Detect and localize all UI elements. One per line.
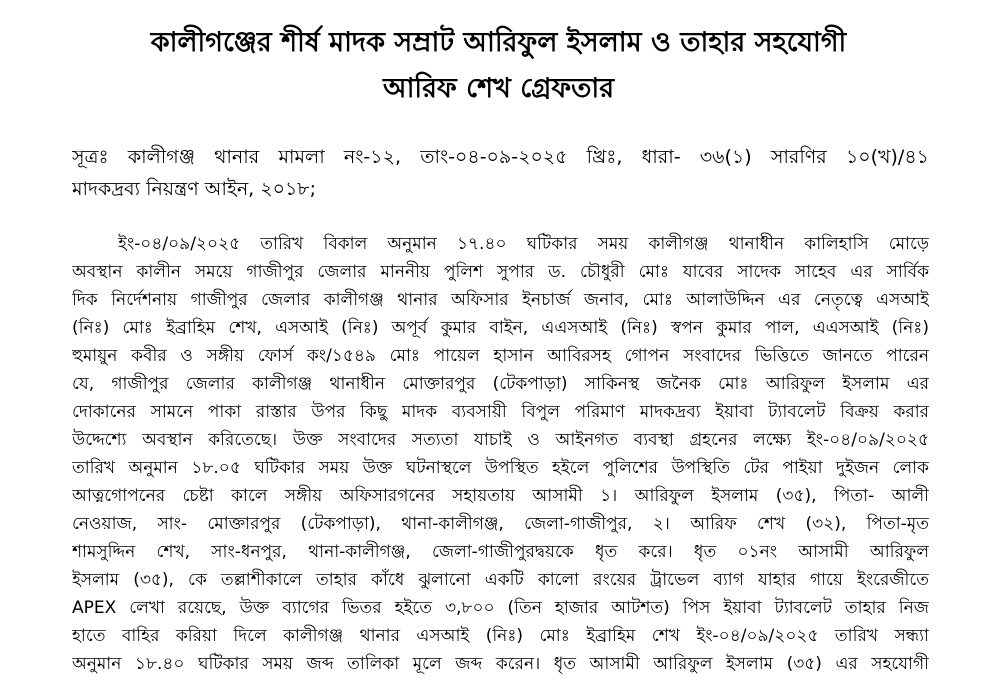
document-title-line-1: কালীগঞ্জের শীর্ষ মাদক সম্রাট আরিফুল ইসলাম ও তাহার সহযোগী xyxy=(150,27,847,58)
body-line: দোকানের সামনে পাকা রাস্তার উপর কিছু মাদক ব্যবসায়ী বিপুল পরিমাণ মাদকদ্রব্য ইয়াবা ট্যাবলেট বিক্রয় করার xyxy=(72,402,929,422)
body-line: APEX লেখা রয়েছে, উক্ত ব্যাগের ভিতর হইতে ৩,৮০০ (তিন হাজার আটশত) পিস ইয়াবা ট্যাবলেট তাহার নিজ xyxy=(72,598,929,618)
body-line: উদ্দেশ্যে অবস্থান করিতেছে। উক্ত সংবাদের সত্যতা যাচাই ও আইনগত ব্যবস্থা গ্রহনের লক্ষ্যে ইং-০৪/০৯/২০২৫ xyxy=(72,430,929,450)
body-line: হুমায়ুন কবীর ও সঙ্গীয় ফোর্স কং/১৫৪৯ মোঃ পায়েল হাসান আবিরসহ গোপন সংবাদের ভিত্তিতে জানতে পারেন xyxy=(72,346,929,366)
body-line: ইং-০৪/০৯/২০২৫ তারিখ বিকাল অনুমান ১৭.৪০ ঘটিকার সময় কালীগঞ্জ থানাধীন কালিহাসি মোড়ে xyxy=(118,234,929,254)
body-line: শামসুদ্দিন শেখ, সাং-ধনপুর, থানা-কালীগঞ্জ, জেলা-গাজীপুরদ্বয়কে ধৃত করে। ধৃত ০১নং আসামী আরিফুল xyxy=(72,542,929,562)
body-line: অবস্থান কালীন সময়ে গাজীপুর জেলার মাননীয় পুলিশ সুপার ড. চৌধুরী মোঃ যাবের সাদেক সাহেব এর সার্বিক xyxy=(72,262,929,282)
body-line: নেওয়াজ, সাং- মোক্তারপুর (টেকপাড়া), থানা-কালীগঞ্জ, জেলা-গাজীপুর, ২। আরিফ শেখ (৩২), পিতা-মৃত xyxy=(72,514,929,534)
body-line: তারিখ অনুমান ১৮.০৫ ঘটিকার সময় উক্ত ঘটনাস্থলে উপস্থিত হইলে পুলিশের উপস্থিতি টের পাইয়া দুইজন লোক xyxy=(72,458,929,478)
body-line: দিক নির্দেশনায় গাজীপুর জেলার কালীগঞ্জ থানার অফিসার ইনচার্জ জনাব, মোঃ আলাউদ্দিন এর নেতৃত্বে এসআই xyxy=(72,290,929,310)
body-line: হাতে বাহির করিয়া দিলে কালীগঞ্জ থানার এসআই (নিঃ) মোঃ ইব্রাহিম শেখ ইং-০৪/০৯/২০২৫ তারিখ সন্ধ্যা xyxy=(72,626,929,646)
body-line: আত্নগোপনের চেষ্টা কালে সঙ্গীয় অফিসারগনের সহায়তায় আসামী ১। আরিফুল ইসলাম (৩৫), পিতা- আলী xyxy=(72,486,929,506)
body-line: অনুমান ১৮.৪০ ঘটিকার সময় জব্দ তালিকা মূলে জব্দ করেন। ধৃত আসামী আরিফুল ইসলাম (৩৫) এর সহযোগী xyxy=(72,654,929,674)
body-line: (নিঃ) মোঃ ইব্রাহিম শেখ, এসআই (নিঃ) অপূর্ব কুমার বাইন, এএসআই (নিঃ) স্বপন কুমার পাল, এএসআই (নিঃ) xyxy=(72,318,929,338)
source-line-1: সূত্রঃ কালীগঞ্জ থানার মামলা নং-১২, তাং-০৪-০৯-২০২৫ খ্রিঃ, ধারা- ৩৬(১) সারণির ১০(খ)/৪১ xyxy=(72,146,929,168)
body-line: যে, গাজীপুর জেলার কালীগঞ্জ থানাধীন মোক্তারপুর (টেকপাড়া) সাকিনস্থ জনৈক মোঃ আরিফুল ইসলাম এর xyxy=(72,374,929,394)
document-title-line-2: আরিফ শেখ গ্রেফতার xyxy=(382,73,615,104)
body-line: ইসলাম (৩৫), কে তল্লাশীকালে তাহার কাঁধে ঝুলানো একটি কালো রংয়ের ট্রাভেল ব্যাগ যাহার গায়ে ইংরেজীতে xyxy=(72,570,929,590)
source-line-2: মাদকদ্রব্য নিয়ন্ত্রণ আইন, ২০১৮; xyxy=(72,178,317,200)
